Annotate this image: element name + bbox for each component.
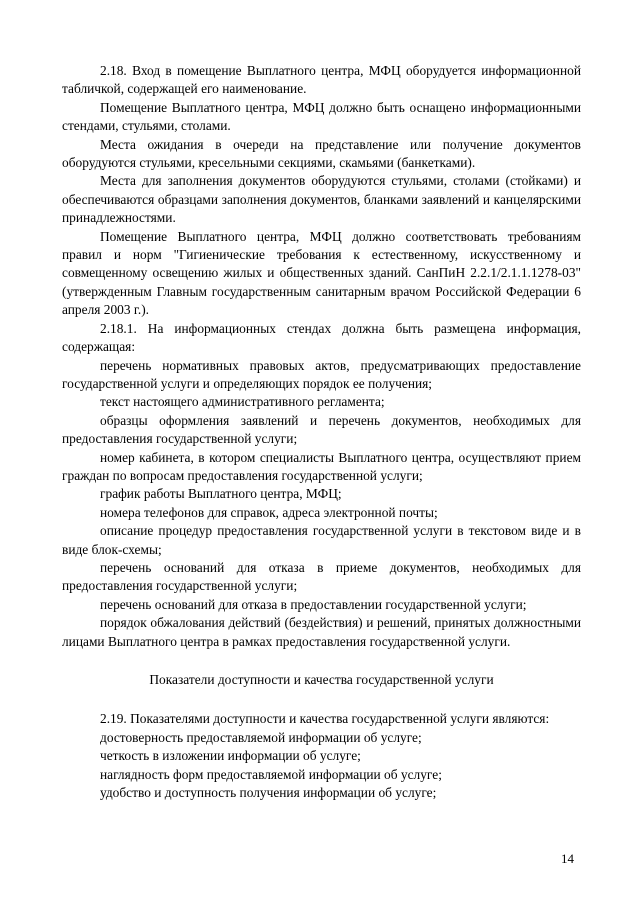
- list-item-convenience: удобство и доступность получения информации об услуге;: [100, 785, 437, 801]
- list-item-office-number: номер кабинета, в котором специалисты Выплатного центра, осуществляют прием граждан по вопросам предоставления государственной услуги;: [62, 449, 581, 483]
- paragraph-waiting-places: Места ожидания в очереди на представление или получение документов оборудуются стульями, кресельными секциями, скамьями (банкетками).: [62, 136, 581, 171]
- list-item-refusal-provide: перечень оснований для отказа в предоставлении государственной услуги;: [100, 596, 527, 612]
- paragraph-sanpin: Помещение Выплатного центра, МФЦ должно соответствовать требованиям правил и норм "Гигиенические требования к естественному, искусственному и совмещенному освещению жилых и общественных зданий. СанПиН 2.2.1/2.1.1.1278-03" (утвержденным Главным государственным санитарным врачом Российской Федерации 6 апреля 2003 г.).: [62, 228, 581, 318]
- list-item-visibility: наглядность форм предоставляемой информации об услуге;: [100, 766, 442, 782]
- paragraph-equipment: Помещение Выплатного центра, МФЦ должно быть оснащено информационными стендами, стульями, столами.: [62, 99, 581, 134]
- list-item-regulation-text: текст настоящего административного регламента;: [100, 394, 385, 410]
- list-item-procedures: описание процедур предоставления государственной услуги в текстовом виде и в виде блок-схемы;: [62, 523, 581, 557]
- list-item-sample-forms: образцы оформления заявлений и перечень документов, необходимых для предоставления государственной услуги;: [62, 412, 581, 447]
- list-item-appeal-procedure: порядок обжалования действий (бездействия) и решений, принятых должностными лицами Выплатного центра в рамках предоставления государственной услуги.: [62, 615, 581, 649]
- paragraph-2-18: 2.18. Вход в помещение Выплатного центра, МФЦ оборудуется информационной табличкой, содержащей его наименование.: [62, 63, 581, 97]
- paragraph-2-19: 2.19. Показателями доступности и качества государственной услуги являются:: [100, 711, 550, 727]
- list-item-clarity: четкость в изложении информации об услуге;: [100, 748, 361, 764]
- document-page: [62, 62, 581, 802]
- section-heading: Показатели доступности и качества государственной услуги: [149, 672, 494, 687]
- list-item-legal-acts: перечень нормативных правовых актов, предусматривающих предоставление государственной услуги и определяющих порядок ее получения;: [62, 357, 581, 391]
- list-item-reliability: достоверность предоставляемой информации об услуге;: [100, 729, 422, 745]
- page-number: 14: [561, 851, 574, 866]
- list-item-phones: номера телефонов для справок, адреса электронной почты;: [100, 504, 438, 520]
- paragraph-2-18-1: 2.18.1. На информационных стендах должна быть размещена информация, содержащая:: [62, 320, 581, 355]
- list-item-work-schedule: график работы Выплатного центра, МФЦ;: [100, 486, 342, 502]
- list-item-refusal-accept: перечень оснований для отказа в приеме документов, необходимых для предоставления государственной услуги;: [62, 559, 581, 594]
- paragraph-filling-places: Места для заполнения документов оборудуются стульями, столами (стойками) и обеспечиваются образцами заполнения документов, бланками заявлений и канцелярскими принадлежностями.: [62, 173, 581, 226]
